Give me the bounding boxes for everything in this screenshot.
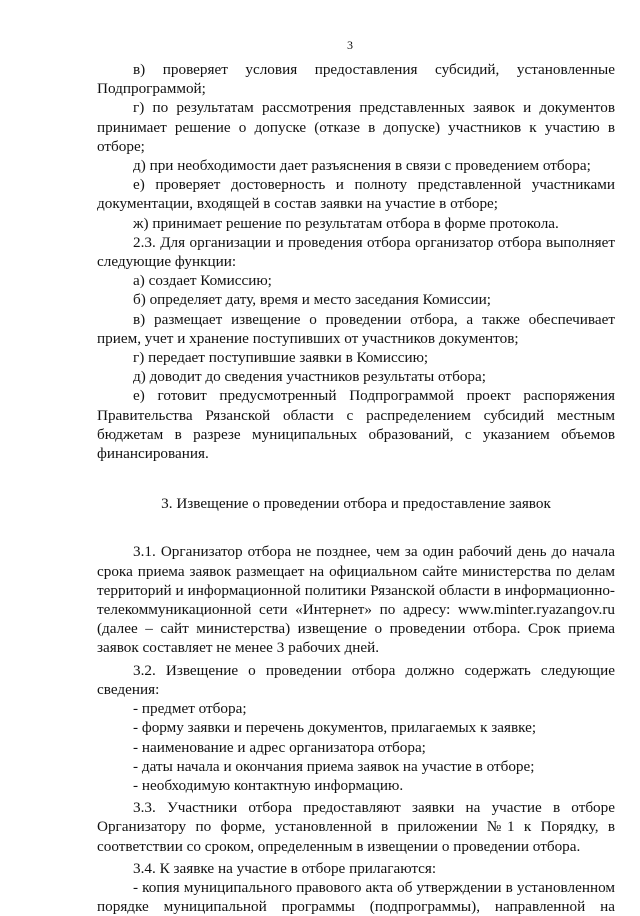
list-item: - необходимую контактную информацию. <box>133 776 404 794</box>
document-body <box>97 60 615 916</box>
paragraph-2-2-g: г) по результатам рассмотрения представленных заявок и документов принимает решение о допуске (отказе в допуске) участников к участию в отборе; <box>97 99 615 155</box>
paragraph-2-3-d: д) доводит до сведения участников результаты отбора; <box>133 368 486 386</box>
list-item: - предмет отбора; <box>133 700 247 718</box>
paragraph-2-3-a: а) создает Комиссию; <box>133 272 272 290</box>
paragraph-3-2: 3.2. Извещение о проведении отбора должно содержать следующие сведения: <box>97 661 615 698</box>
paragraph-2-2-d: д) при необходимости дает разъяснения в связи с проведением отбора; <box>133 157 591 175</box>
list-item: - копия муниципального правового акта об утверждении в установленном порядке муниципальной программы (подпрограммы), направленной на <box>97 878 615 916</box>
paragraph-3-3: 3.3. Участники отбора предоставляют заявки на участие в отборе Организатору по форме, установленной в приложении №1 к Порядку, в соответствии со сроком, определенным в извещении о проведении отбора. <box>97 799 615 855</box>
paragraph-2-3: 2.3. Для организации и проведения отбора организатор отбора выполняет следующие функции: <box>97 233 615 271</box>
page-number: 3 <box>347 38 353 52</box>
paragraph-2-3-e: е) готовит предусмотренный Подпрограммой проект распоряжения Правительства Рязанской области с распределением субсидий местным бюджетам в разрезе муниципальных образований, с указанием объемов финансирования. <box>97 387 615 463</box>
paragraph-2-2-zh: ж) принимает решение по результатам отбора в форме протокола. <box>133 214 559 232</box>
list-item: - наименование и адрес организатора отбора; <box>133 738 426 756</box>
paragraph-3-1: 3.1. Организатор отбора не позднее, чем за один рабочий день до начала срока приема заявок размещает на официальном сайте министерства по делам территорий и информационной политики Рязанской области в информационно-телекоммуникационной сети «Интернет» по адресу: www.minter.ryazangov.ru (далее – сайт министерства) извещение о проведении отбора. Срок приема заявок составляет не менее 3 рабочих дней. <box>97 543 615 657</box>
list-item: - даты начала и окончания приема заявок на участие в отборе; <box>133 757 535 775</box>
paragraph-2-3-v: в) размещает извещение о проведении отбора, а также обеспечивает прием, учет и хранение поступивших от участников документов; <box>97 310 615 347</box>
paragraph-2-3-b: б) определяет дату, время и место заседания Комиссии; <box>133 291 492 309</box>
list-item: - форму заявки и перечень документов, прилагаемых к заявке; <box>133 719 537 737</box>
paragraph-2-2-v: в) проверяет условия предоставления субсидий, установленные Подпрограммой; <box>97 61 615 98</box>
paragraph-2-3-g: г) передает поступившие заявки в Комиссию; <box>133 349 429 367</box>
section-heading: 3. Извещение о проведении отбора и предоставление заявок <box>161 495 551 513</box>
paragraph-3-4: 3.4. К заявке на участие в отборе прилагаются: <box>133 859 437 877</box>
paragraph-2-2-e: е) проверяет достоверность и полноту представленной участниками документации, входящей в состав заявки на участие в отборе; <box>97 176 615 213</box>
